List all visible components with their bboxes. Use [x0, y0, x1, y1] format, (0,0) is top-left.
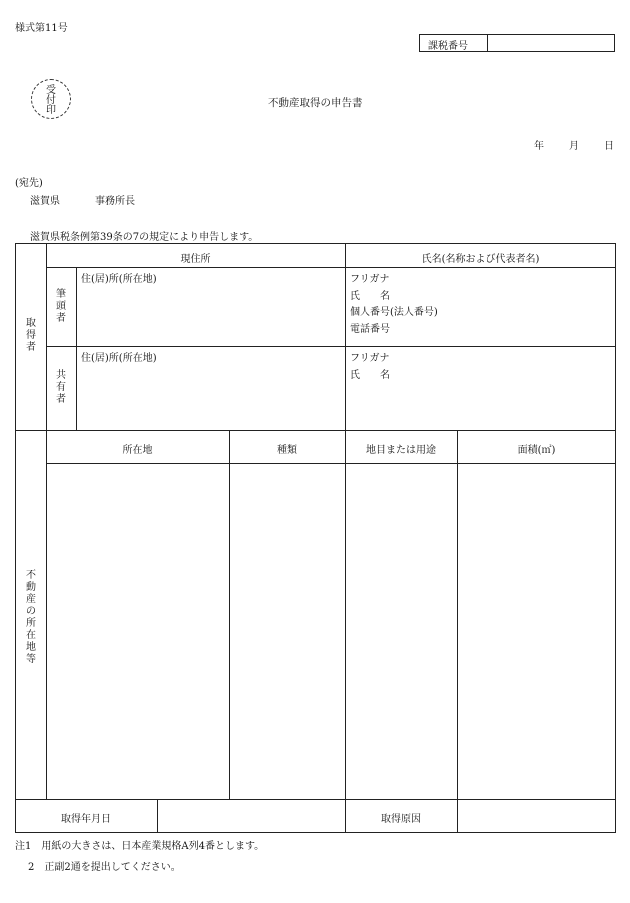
tax-number-label: 課税番号	[428, 41, 468, 52]
column-type: 種類	[277, 445, 297, 456]
property-label: 不動産の所在地等	[26, 570, 36, 665]
date-day: 日	[604, 141, 614, 152]
page-title: 不動産取得の申告書	[268, 97, 363, 109]
addressee-office: 事務所長	[95, 196, 135, 207]
acquirer-label: 取得者	[26, 318, 36, 353]
date-month: 月	[569, 141, 579, 152]
note-2: 2 正副2通を提出してください。	[28, 862, 181, 873]
address-header: 現住所	[180, 254, 211, 265]
acquisition-reason-field[interactable]	[458, 800, 615, 832]
main-address-label: 住(居)所(所在地)	[81, 274, 157, 285]
stamp-char-3: 印	[46, 105, 56, 116]
stamp-char-1: 受	[46, 85, 56, 96]
note-1: 注1 用紙の大きさは、日本産業規格A列4番とします。	[15, 841, 265, 852]
addressee-prefecture: 滋賀県	[30, 196, 60, 207]
acquisition-date-label: 取得年月日	[61, 814, 111, 825]
co-owner-furigana-label: フリガナ	[350, 353, 390, 364]
acquisition-date-field[interactable]	[158, 800, 344, 832]
addressee-prefix: (宛先)	[15, 178, 43, 189]
name-header: 氏名(名称および代表者名)	[421, 254, 540, 265]
main-id-number-label: 個人番号(法人番号)	[350, 307, 438, 318]
main-phone-label: 電話番号	[350, 324, 390, 335]
co-owner-label: 共有者	[56, 370, 66, 405]
co-owner-name-label: 氏 名	[350, 370, 390, 381]
main-owner-label: 筆頭者	[56, 289, 66, 324]
reception-stamp	[31, 79, 71, 119]
tax-number-field[interactable]	[489, 35, 613, 51]
acquisition-reason-label: 取得原因	[381, 814, 421, 825]
form-number: 様式第11号	[15, 23, 68, 34]
main-furigana-label: フリガナ	[350, 274, 390, 285]
main-table	[15, 243, 616, 833]
co-owner-address-label: 住(居)所(所在地)	[81, 353, 157, 364]
column-location: 所在地	[122, 445, 153, 456]
column-land-use: 地目または用途	[366, 445, 436, 456]
main-name-label: 氏 名	[350, 291, 390, 302]
column-area: 面積(㎡)	[517, 445, 556, 456]
date-year: 年	[534, 141, 544, 152]
stamp-char-2: 付	[46, 95, 56, 106]
intro-text: 滋賀県税条例第39条の7の規定により申告します。	[30, 232, 259, 243]
